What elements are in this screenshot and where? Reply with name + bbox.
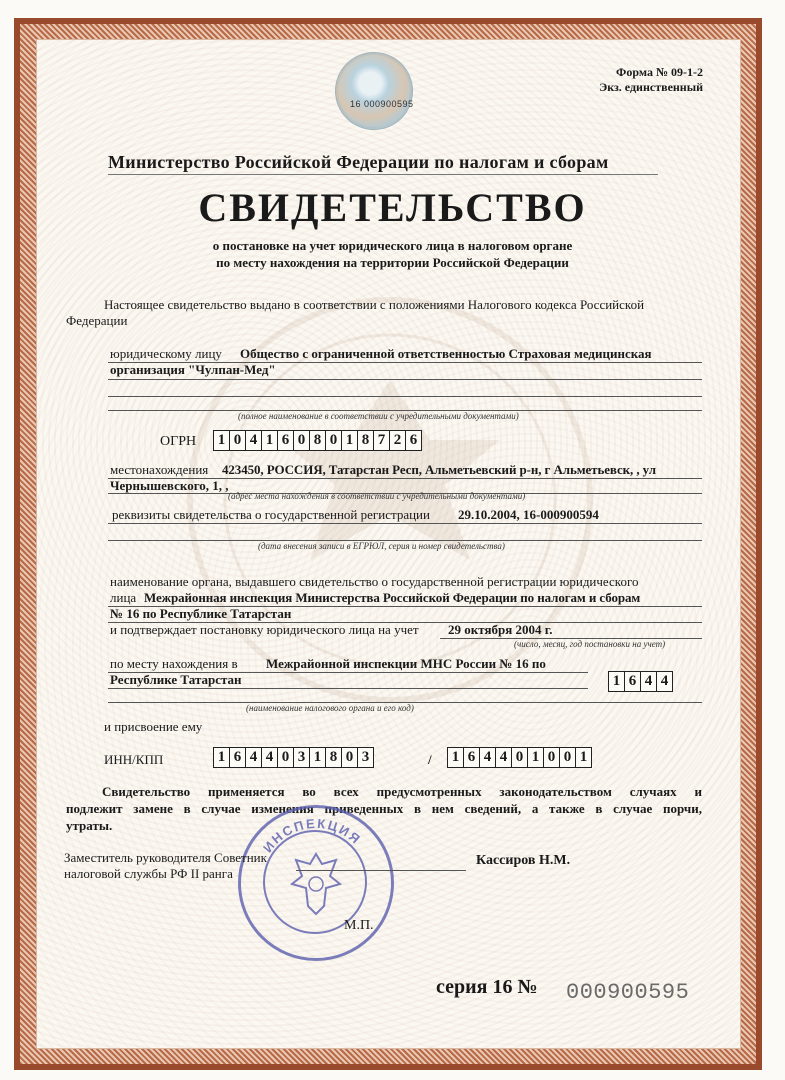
confirm-hint: (число, месяц, год постановки на учет) bbox=[514, 639, 666, 649]
kpp-digit-cell: 6 bbox=[464, 747, 480, 768]
tax-office-code-digit-cell: 4 bbox=[657, 671, 673, 692]
kpp-cells bbox=[447, 747, 592, 767]
seal-text: ИНСПЕКЦИЯ bbox=[259, 815, 365, 856]
kpp-digit-cell: 0 bbox=[512, 747, 528, 768]
mp-label: М.П. bbox=[344, 918, 374, 933]
kpp-digit-cell: 1 bbox=[447, 747, 464, 768]
issuer-value-line-1: Межрайонная инспекция Министерства Российской Федерации по налогам и сборам bbox=[144, 590, 641, 605]
inn-digit-cell: 8 bbox=[326, 747, 342, 768]
kpp-digit-cell: 0 bbox=[544, 747, 560, 768]
tax-office-code-digit-cell: 4 bbox=[641, 671, 657, 692]
inn-digit-cell: 3 bbox=[358, 747, 374, 768]
ogrn-cells bbox=[213, 430, 422, 450]
address-line-2: Чернышевского, 1, , bbox=[110, 478, 229, 493]
series-number: 000900595 bbox=[566, 980, 690, 1005]
field-line bbox=[108, 523, 702, 524]
ministry-name: Министерство Российской Федерации по налогам и сборам bbox=[108, 152, 609, 172]
signer-name: Кассиров Н.М. bbox=[476, 853, 571, 868]
tax-office-code-cells bbox=[608, 671, 673, 691]
registration-hint: (дата внесения записи в ЕГРЮЛ, серия и номер свидетельства) bbox=[258, 541, 505, 551]
notice-line-3: утраты. bbox=[66, 818, 113, 833]
issuer-label: лица bbox=[110, 590, 137, 605]
ogrn-digit-cell: 1 bbox=[342, 430, 358, 451]
inn-digit-cell: 4 bbox=[262, 747, 278, 768]
intro-line-2: Федерации bbox=[66, 313, 128, 328]
kpp-digit-cell: 4 bbox=[496, 747, 512, 768]
ogrn-digit-cell: 8 bbox=[358, 430, 374, 451]
ogrn-digit-cell: 1 bbox=[262, 430, 278, 451]
registration-label: реквизиты свидетельства о государственной регистрации bbox=[112, 507, 430, 522]
issuer-value-line-2: № 16 по Республике Татарстан bbox=[110, 606, 292, 621]
confirm-label: и подтверждает постановку юридического лица на учет bbox=[110, 622, 419, 637]
location-value-line-2: Республике Татарстан bbox=[110, 672, 242, 687]
ogrn-digit-cell: 4 bbox=[246, 430, 262, 451]
kpp-digit-cell: 1 bbox=[576, 747, 592, 768]
entity-hint: (полное наименование в соответствии с учредительными документами) bbox=[238, 411, 519, 421]
series-label: серия 16 № bbox=[436, 976, 538, 998]
signer-position-line-2: налоговой службы РФ II ранга bbox=[64, 866, 233, 881]
inn-cells bbox=[213, 747, 374, 767]
address-hint: (адрес места нахождения в соответствии с учредительными документами) bbox=[228, 491, 526, 501]
intro-line-1: Настоящее свидетельство выдано в соответствии с положениями Налогового кодекса Российской bbox=[104, 297, 645, 312]
hologram-sticker bbox=[335, 52, 413, 130]
signer-position-line-1: Заместитель руководителя Советник bbox=[64, 850, 267, 865]
address-line-1: 423450, РОССИЯ, Татарстан Респ, Альметьевский р-н, г Альметьевск, , ул bbox=[222, 462, 656, 477]
kpp-digit-cell: 4 bbox=[480, 747, 496, 768]
inn-digit-cell: 4 bbox=[246, 747, 262, 768]
notice-line-2: подлежит замене в случае изменения приведенных в нем сведений, а также в случае порчи, bbox=[66, 801, 702, 816]
tax-office-code-digit-cell: 6 bbox=[625, 671, 641, 692]
ogrn-digit-cell: 6 bbox=[278, 430, 294, 451]
notice-line-1: Свидетельство применяется во всех предусмотренных законодательством случаях и bbox=[102, 784, 702, 799]
subtitle-line-2: по месту нахождения на территории Российской Федерации bbox=[216, 255, 569, 270]
field-line bbox=[108, 396, 702, 397]
address-label: местонахождения bbox=[110, 462, 209, 477]
location-hint: (наименование налогового органа и его код) bbox=[246, 703, 414, 713]
location-label: по месту нахождения в bbox=[110, 656, 238, 671]
ogrn-digit-cell: 6 bbox=[406, 430, 422, 451]
ogrn-label: ОГРН bbox=[160, 434, 197, 449]
official-seal bbox=[238, 805, 394, 961]
entity-name-line-2: организация "Чулпан-Мед" bbox=[110, 362, 276, 377]
issuer-line-1: наименование органа, выдавшего свидетельство о государственной регистрации юридического bbox=[110, 574, 639, 589]
signature-line bbox=[296, 870, 466, 871]
ogrn-digit-cell: 7 bbox=[374, 430, 390, 451]
subtitle-line-1: о постановке на учет юридического лица в налоговом органе bbox=[212, 238, 573, 253]
kpp-digit-cell: 1 bbox=[528, 747, 544, 768]
inn-digit-cell: 6 bbox=[230, 747, 246, 768]
tax-office-code-digit-cell: 1 bbox=[608, 671, 625, 692]
confirm-date: 29 октября 2004 г. bbox=[448, 622, 553, 637]
ogrn-digit-cell: 0 bbox=[294, 430, 310, 451]
inn-digit-cell: 1 bbox=[310, 747, 326, 768]
eagle-emblem-icon bbox=[286, 848, 346, 918]
copy-note: Экз. единственный bbox=[599, 80, 703, 94]
entity-name-line-1: Общество с ограниченной ответственностью Страховая медицинская bbox=[240, 346, 652, 361]
inn-digit-cell: 1 bbox=[213, 747, 230, 768]
inn-kpp-separator: / bbox=[428, 752, 432, 767]
divider bbox=[108, 174, 658, 175]
ogrn-digit-cell: 1 bbox=[213, 430, 230, 451]
location-value-line-1: Межрайонной инспекции МНС России № 16 по bbox=[266, 656, 546, 671]
field-line bbox=[108, 379, 702, 380]
document-title: СВИДЕТЕЛЬСТВО bbox=[198, 185, 587, 230]
kpp-digit-cell: 0 bbox=[560, 747, 576, 768]
inn-digit-cell: 0 bbox=[278, 747, 294, 768]
field-line bbox=[108, 688, 588, 689]
ogrn-digit-cell: 0 bbox=[230, 430, 246, 451]
assign-label: и присвоение ему bbox=[104, 719, 203, 734]
inn-digit-cell: 0 bbox=[342, 747, 358, 768]
ogrn-digit-cell: 0 bbox=[326, 430, 342, 451]
form-number: Форма № 09-1-2 bbox=[616, 65, 703, 79]
ogrn-digit-cell: 8 bbox=[310, 430, 326, 451]
inn-kpp-label: ИНН/КПП bbox=[104, 752, 164, 767]
entity-label: юридическому лицу bbox=[110, 346, 222, 361]
hologram-number: 16 000900595 bbox=[350, 99, 414, 109]
registration-value: 29.10.2004, 16-000900594 bbox=[458, 507, 599, 522]
inn-digit-cell: 3 bbox=[294, 747, 310, 768]
ogrn-digit-cell: 2 bbox=[390, 430, 406, 451]
